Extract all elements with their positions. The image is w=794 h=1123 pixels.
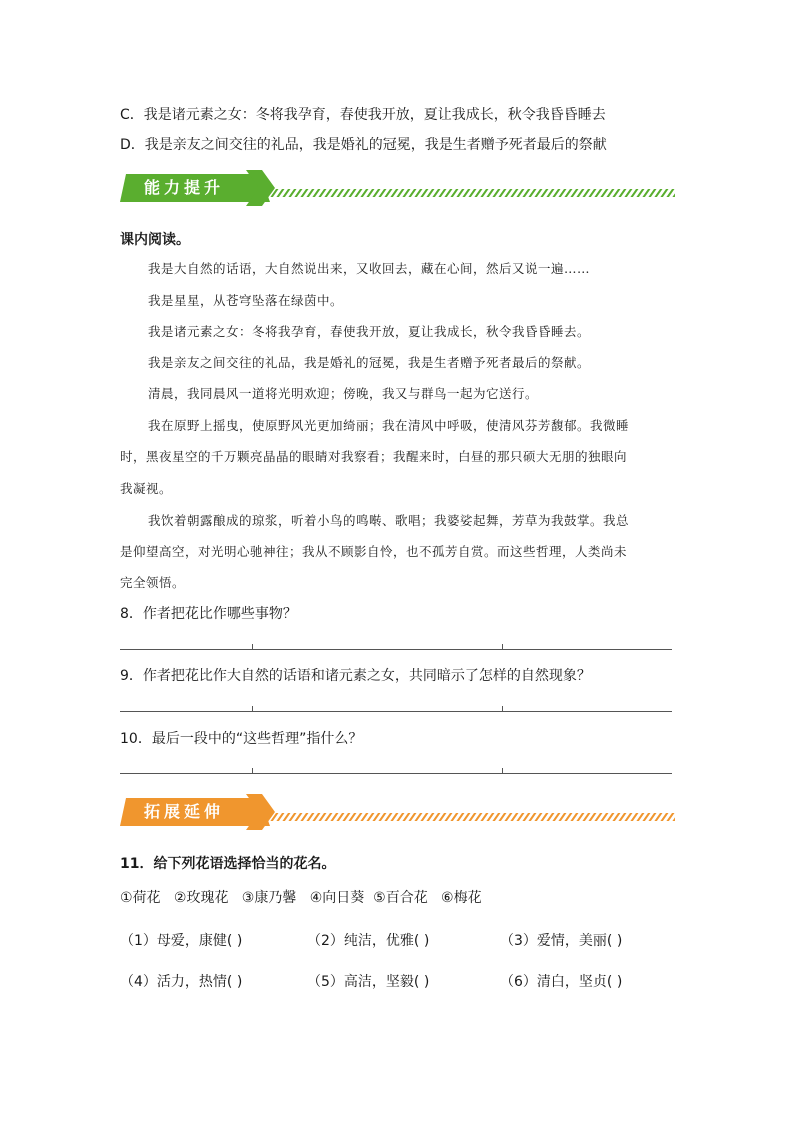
flower-language-item[interactable]: （3）爱情，美丽( ) <box>500 933 623 949</box>
answer-line-9[interactable] <box>120 711 672 712</box>
option-c: C．我是诸元素之女：冬将我孕育，春使我开放，夏让我成长，秋令我昏昏睡去 <box>120 107 606 123</box>
banner-stripe-extend <box>270 813 675 821</box>
passage-line: 我饮着朝露酿成的琼浆，听着小鸟的鸣啭、歌唱；我婆娑起舞，芳草为我鼓掌。我总 <box>148 513 630 528</box>
passage-line: 完全领悟。 <box>120 575 186 590</box>
passage-line: 我是亲友之间交往的礼品，我是婚礼的冠冕，我是生者赠予死者最后的祭献。 <box>148 355 591 370</box>
passage-line: 我是大自然的话语，大自然说出来，又收回去，藏在心间，然后又说一遍…… <box>148 261 591 276</box>
banner-stripe-ability <box>270 189 675 197</box>
flower-options: ①荷花 ②玫瑰花 ③康乃馨 ④向日葵 ⑤百合花 ⑥梅花 <box>120 890 482 906</box>
section-banner-ability <box>120 168 675 208</box>
question-8: 8．作者把花比作哪些事物？ <box>120 606 297 622</box>
question-9: 9．作者把花比作大自然的话语和诸元素之女，共同暗示了怎样的自然现象？ <box>120 668 591 684</box>
flower-language-item[interactable]: （2）纯洁，优雅( ) <box>307 933 430 949</box>
flower-language-item[interactable]: （6）清白，坚贞( ) <box>500 974 623 990</box>
question-11: 11．给下列花语选择恰当的花名。 <box>120 856 336 872</box>
passage-line: 时，黑夜星空的千万颗亮晶晶的眼睛对我察看；我醒来时，白昼的那只硕大无朋的独眼向 <box>120 449 628 464</box>
section-banner-extend <box>120 792 675 832</box>
passage-line: 我凝视。 <box>120 481 173 496</box>
flower-language-item[interactable]: （5）高洁，坚毅( ) <box>307 974 430 990</box>
passage-line: 我在原野上摇曳，使原野风光更加绮丽；我在清风中呼吸，使清风芬芳馥郁。我微睡 <box>148 418 630 433</box>
passage-line: 是仰望高空，对光明心驰神往；我从不顾影自怜，也不孤芳自赏。而这些哲理，人类尚未 <box>120 544 628 559</box>
answer-line-10[interactable] <box>120 773 672 774</box>
reading-heading: 课内阅读。 <box>120 232 190 248</box>
passage-line: 我是诸元素之女：冬将我孕育，春使我开放，夏让我成长，秋令我昏昏睡去。 <box>148 324 591 339</box>
passage-line: 清晨，我同晨风一道将光明欢迎；傍晚，我又与群鸟一起为它送行。 <box>148 386 539 401</box>
banner-title-extend: 拓展延伸 <box>144 802 225 821</box>
answer-line-8[interactable] <box>120 649 672 650</box>
option-d: D．我是亲友之间交往的礼品，我是婚礼的冠冕，我是生者赠予死者最后的祭献 <box>120 137 607 153</box>
banner-title-ability: 能力提升 <box>144 178 225 197</box>
flower-language-item[interactable]: （4）活力，热情( ) <box>120 974 243 990</box>
flower-language-item[interactable]: （1）母爱，康健( ) <box>120 933 243 949</box>
passage-line: 我是星星，从苍穹坠落在绿茵中。 <box>148 293 344 308</box>
question-10: 10．最后一段中的“这些哲理”指什么？ <box>120 731 363 747</box>
